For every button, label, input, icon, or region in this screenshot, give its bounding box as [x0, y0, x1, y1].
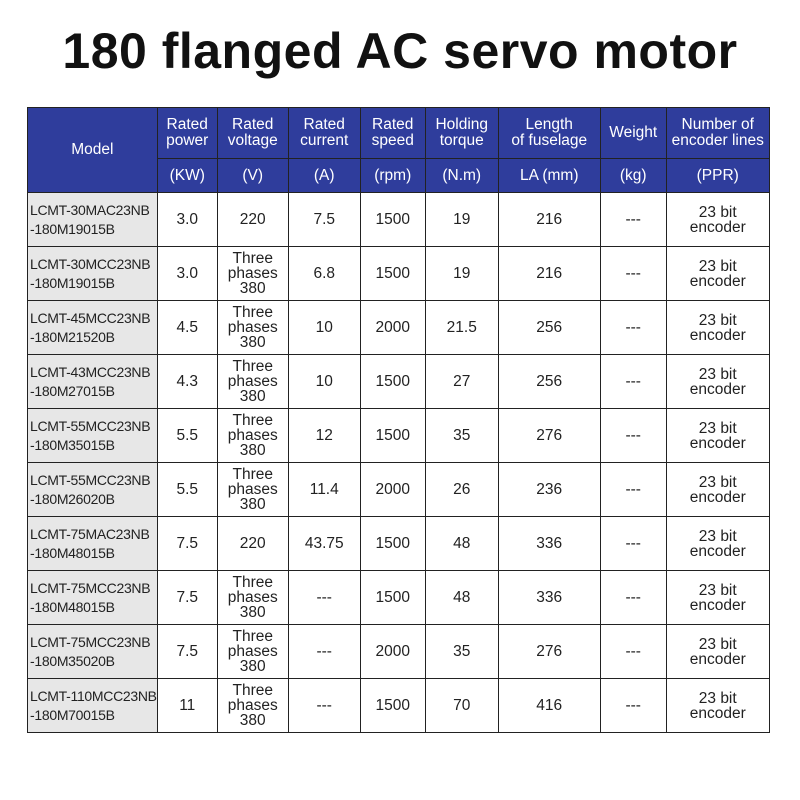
model-cell — [28, 355, 158, 409]
column-header — [425, 108, 498, 159]
voltage-line: Three — [232, 466, 273, 483]
encoder-line: 23 bit — [698, 527, 737, 545]
encoder-line: 23 bit — [698, 365, 737, 383]
voltage-line: 380 — [239, 442, 266, 459]
current-cell: 11.4 — [288, 463, 360, 517]
voltage-line: phases — [227, 481, 278, 498]
current-cell: 7.5 — [288, 193, 360, 247]
speed-cell: 1500 — [360, 409, 425, 463]
length-cell: 216 — [498, 193, 600, 247]
encoder-line: encoder — [689, 434, 746, 452]
encoder-line: 23 bit — [698, 257, 737, 275]
model-line: -180M35015B — [30, 436, 115, 453]
encoder-cell — [666, 571, 769, 625]
power-cell: 7.5 — [157, 517, 217, 571]
encoder-line: encoder — [689, 380, 746, 398]
weight-cell: --- — [600, 517, 666, 571]
spec-table — [27, 107, 770, 733]
model-line: -180M26020B — [30, 490, 115, 507]
table-row — [28, 301, 770, 355]
voltage-line: 380 — [239, 712, 266, 729]
length-cell: 256 — [498, 355, 600, 409]
voltage-line: phases — [227, 697, 278, 714]
table-row — [28, 193, 770, 247]
encoder-line: 23 bit — [698, 635, 737, 653]
column-header-line: Length — [525, 116, 573, 133]
voltage-line: 380 — [239, 388, 266, 405]
power-cell: 5.5 — [157, 463, 217, 517]
page-title: 180 flanged AC servo motor — [62, 23, 738, 79]
length-cell: 256 — [498, 301, 600, 355]
column-header — [217, 108, 288, 159]
voltage-line: Three — [232, 250, 273, 267]
model-line: -180M35020B — [30, 652, 115, 669]
voltage-line: 380 — [239, 334, 266, 351]
model-line: -180M27015B — [30, 382, 115, 399]
column-unit: (A) — [288, 159, 360, 193]
speed-cell: 2000 — [360, 463, 425, 517]
column-unit: LA (mm) — [498, 159, 600, 193]
length-cell: 236 — [498, 463, 600, 517]
encoder-cell — [666, 247, 769, 301]
model-cell — [28, 625, 158, 679]
encoder-line: 23 bit — [698, 311, 737, 329]
voltage-line: phases — [227, 373, 278, 390]
weight-cell: --- — [600, 463, 666, 517]
encoder-line: 23 bit — [698, 419, 737, 437]
voltage-line: Three — [232, 628, 273, 645]
model-cell — [28, 247, 158, 301]
voltage-line: 220 — [239, 211, 266, 228]
power-cell: 4.3 — [157, 355, 217, 409]
speed-cell: 1500 — [360, 517, 425, 571]
model-line: LCMT-75MCC23NB — [30, 579, 151, 596]
voltage-cell — [217, 355, 288, 409]
table-row — [28, 409, 770, 463]
voltage-cell — [217, 463, 288, 517]
model-header: Model — [28, 108, 158, 193]
length-cell: 276 — [498, 625, 600, 679]
speed-cell: 1500 — [360, 247, 425, 301]
table-row — [28, 247, 770, 301]
column-header-line: of fuselage — [511, 132, 588, 149]
voltage-line: Three — [232, 682, 273, 699]
column-header — [157, 108, 217, 159]
current-cell: --- — [288, 571, 360, 625]
column-unit: (N.m) — [425, 159, 498, 193]
column-unit: (V) — [217, 159, 288, 193]
voltage-line: phases — [227, 589, 278, 606]
column-header-line: torque — [439, 132, 484, 149]
column-header-line: current — [300, 132, 349, 149]
column-header — [600, 108, 666, 159]
column-header — [360, 108, 425, 159]
current-cell: 10 — [288, 301, 360, 355]
encoder-line: 23 bit — [698, 473, 737, 491]
torque-cell: 26 — [425, 463, 498, 517]
table-row — [28, 679, 770, 733]
weight-cell: --- — [600, 355, 666, 409]
voltage-line: phases — [227, 427, 278, 444]
speed-cell: 2000 — [360, 301, 425, 355]
weight-cell: --- — [600, 193, 666, 247]
length-cell: 216 — [498, 247, 600, 301]
model-line: -180M48015B — [30, 598, 115, 615]
encoder-cell — [666, 301, 769, 355]
voltage-cell — [217, 247, 288, 301]
voltage-cell — [217, 625, 288, 679]
voltage-line: phases — [227, 319, 278, 336]
model-cell — [28, 571, 158, 625]
model-cell — [28, 193, 158, 247]
model-line: LCMT-75MCC23NB — [30, 633, 151, 650]
encoder-line: encoder — [689, 218, 746, 236]
column-header-line: Rated — [232, 116, 274, 133]
voltage-line: Three — [232, 304, 273, 321]
current-cell: --- — [288, 625, 360, 679]
torque-cell: 48 — [425, 517, 498, 571]
encoder-cell — [666, 193, 769, 247]
column-header — [498, 108, 600, 159]
current-cell: --- — [288, 679, 360, 733]
column-header-line: Rated — [372, 116, 414, 133]
torque-cell: 35 — [425, 625, 498, 679]
voltage-line: 380 — [239, 658, 266, 675]
model-cell — [28, 409, 158, 463]
length-cell: 336 — [498, 517, 600, 571]
encoder-cell — [666, 517, 769, 571]
voltage-line: Three — [232, 412, 273, 429]
voltage-line: phases — [227, 265, 278, 282]
model-line: LCMT-75MAC23NB — [30, 525, 150, 542]
column-header-line: Number of — [681, 116, 754, 133]
current-cell: 43.75 — [288, 517, 360, 571]
speed-cell: 1500 — [360, 355, 425, 409]
voltage-cell — [217, 517, 288, 571]
model-cell — [28, 517, 158, 571]
torque-cell: 27 — [425, 355, 498, 409]
model-cell — [28, 301, 158, 355]
table-row — [28, 571, 770, 625]
column-header-line: encoder lines — [671, 132, 764, 149]
length-cell: 276 — [498, 409, 600, 463]
torque-cell: 19 — [425, 247, 498, 301]
torque-cell: 21.5 — [425, 301, 498, 355]
power-cell: 3.0 — [157, 193, 217, 247]
column-unit: (rpm) — [360, 159, 425, 193]
power-cell: 4.5 — [157, 301, 217, 355]
model-line: LCMT-30MAC23NB — [30, 201, 150, 218]
current-cell: 6.8 — [288, 247, 360, 301]
encoder-cell — [666, 355, 769, 409]
speed-cell: 1500 — [360, 193, 425, 247]
column-unit: (KW) — [157, 159, 217, 193]
encoder-line: encoder — [689, 326, 746, 344]
column-header-line: speed — [371, 132, 414, 149]
torque-cell: 48 — [425, 571, 498, 625]
voltage-cell — [217, 409, 288, 463]
voltage-cell — [217, 679, 288, 733]
voltage-line: 380 — [239, 604, 266, 621]
encoder-line: encoder — [689, 272, 746, 290]
encoder-line: 23 bit — [698, 203, 737, 221]
weight-cell: --- — [600, 625, 666, 679]
current-cell: 10 — [288, 355, 360, 409]
length-cell: 336 — [498, 571, 600, 625]
voltage-cell — [217, 193, 288, 247]
power-cell: 7.5 — [157, 625, 217, 679]
encoder-line: encoder — [689, 542, 746, 560]
model-line: LCMT-43MCC23NB — [30, 363, 151, 380]
encoder-cell — [666, 625, 769, 679]
column-unit: (PPR) — [666, 159, 769, 193]
model-cell — [28, 679, 158, 733]
model-line: -180M21520B — [30, 328, 115, 345]
torque-cell: 19 — [425, 193, 498, 247]
power-cell: 5.5 — [157, 409, 217, 463]
column-header-line: power — [166, 132, 209, 149]
power-cell: 11 — [157, 679, 217, 733]
model-line: -180M48015B — [30, 544, 115, 561]
torque-cell: 35 — [425, 409, 498, 463]
model-line: LCMT-45MCC23NB — [30, 309, 151, 326]
table-row — [28, 625, 770, 679]
voltage-line: Three — [232, 574, 273, 591]
power-cell: 3.0 — [157, 247, 217, 301]
encoder-line: 23 bit — [698, 689, 737, 707]
voltage-line: phases — [227, 643, 278, 660]
header-row — [28, 108, 770, 159]
model-line: LCMT-55MCC23NB — [30, 471, 151, 488]
encoder-line: encoder — [689, 596, 746, 614]
voltage-cell — [217, 301, 288, 355]
model-cell — [28, 463, 158, 517]
voltage-line: 380 — [239, 280, 266, 297]
power-cell: 7.5 — [157, 571, 217, 625]
weight-cell: --- — [600, 301, 666, 355]
model-line: -180M19015B — [30, 274, 115, 291]
encoder-line: 23 bit — [698, 581, 737, 599]
voltage-line: 380 — [239, 496, 266, 513]
encoder-cell — [666, 463, 769, 517]
weight-cell: --- — [600, 247, 666, 301]
table-row — [28, 355, 770, 409]
model-line: -180M70015B — [30, 706, 115, 723]
model-line: LCMT-55MCC23NB — [30, 417, 151, 434]
voltage-line: 220 — [239, 535, 266, 552]
column-header-line: voltage — [227, 132, 278, 149]
weight-cell: --- — [600, 571, 666, 625]
model-line: LCMT-30MCC23NB — [30, 255, 151, 272]
table-row — [28, 463, 770, 517]
speed-cell: 1500 — [360, 679, 425, 733]
column-header — [666, 108, 769, 159]
model-line: -180M19015B — [30, 220, 115, 237]
column-header-line: Rated — [303, 116, 345, 133]
weight-cell: --- — [600, 409, 666, 463]
column-header — [288, 108, 360, 159]
speed-cell: 2000 — [360, 625, 425, 679]
column-header-line: Weight — [609, 124, 658, 141]
weight-cell: --- — [600, 679, 666, 733]
model-line: LCMT-110MCC23NB — [30, 687, 157, 704]
encoder-cell — [666, 409, 769, 463]
torque-cell: 70 — [425, 679, 498, 733]
column-unit: (kg) — [600, 159, 666, 193]
voltage-cell — [217, 571, 288, 625]
encoder-line: encoder — [689, 704, 746, 722]
encoder-line: encoder — [689, 488, 746, 506]
encoder-line: encoder — [689, 650, 746, 668]
encoder-cell — [666, 679, 769, 733]
length-cell: 416 — [498, 679, 600, 733]
current-cell: 12 — [288, 409, 360, 463]
speed-cell: 1500 — [360, 571, 425, 625]
table-row — [28, 517, 770, 571]
column-header-line: Rated — [166, 116, 208, 133]
table-body — [28, 193, 770, 733]
column-header-line: Holding — [435, 116, 489, 133]
voltage-line: Three — [232, 358, 273, 375]
